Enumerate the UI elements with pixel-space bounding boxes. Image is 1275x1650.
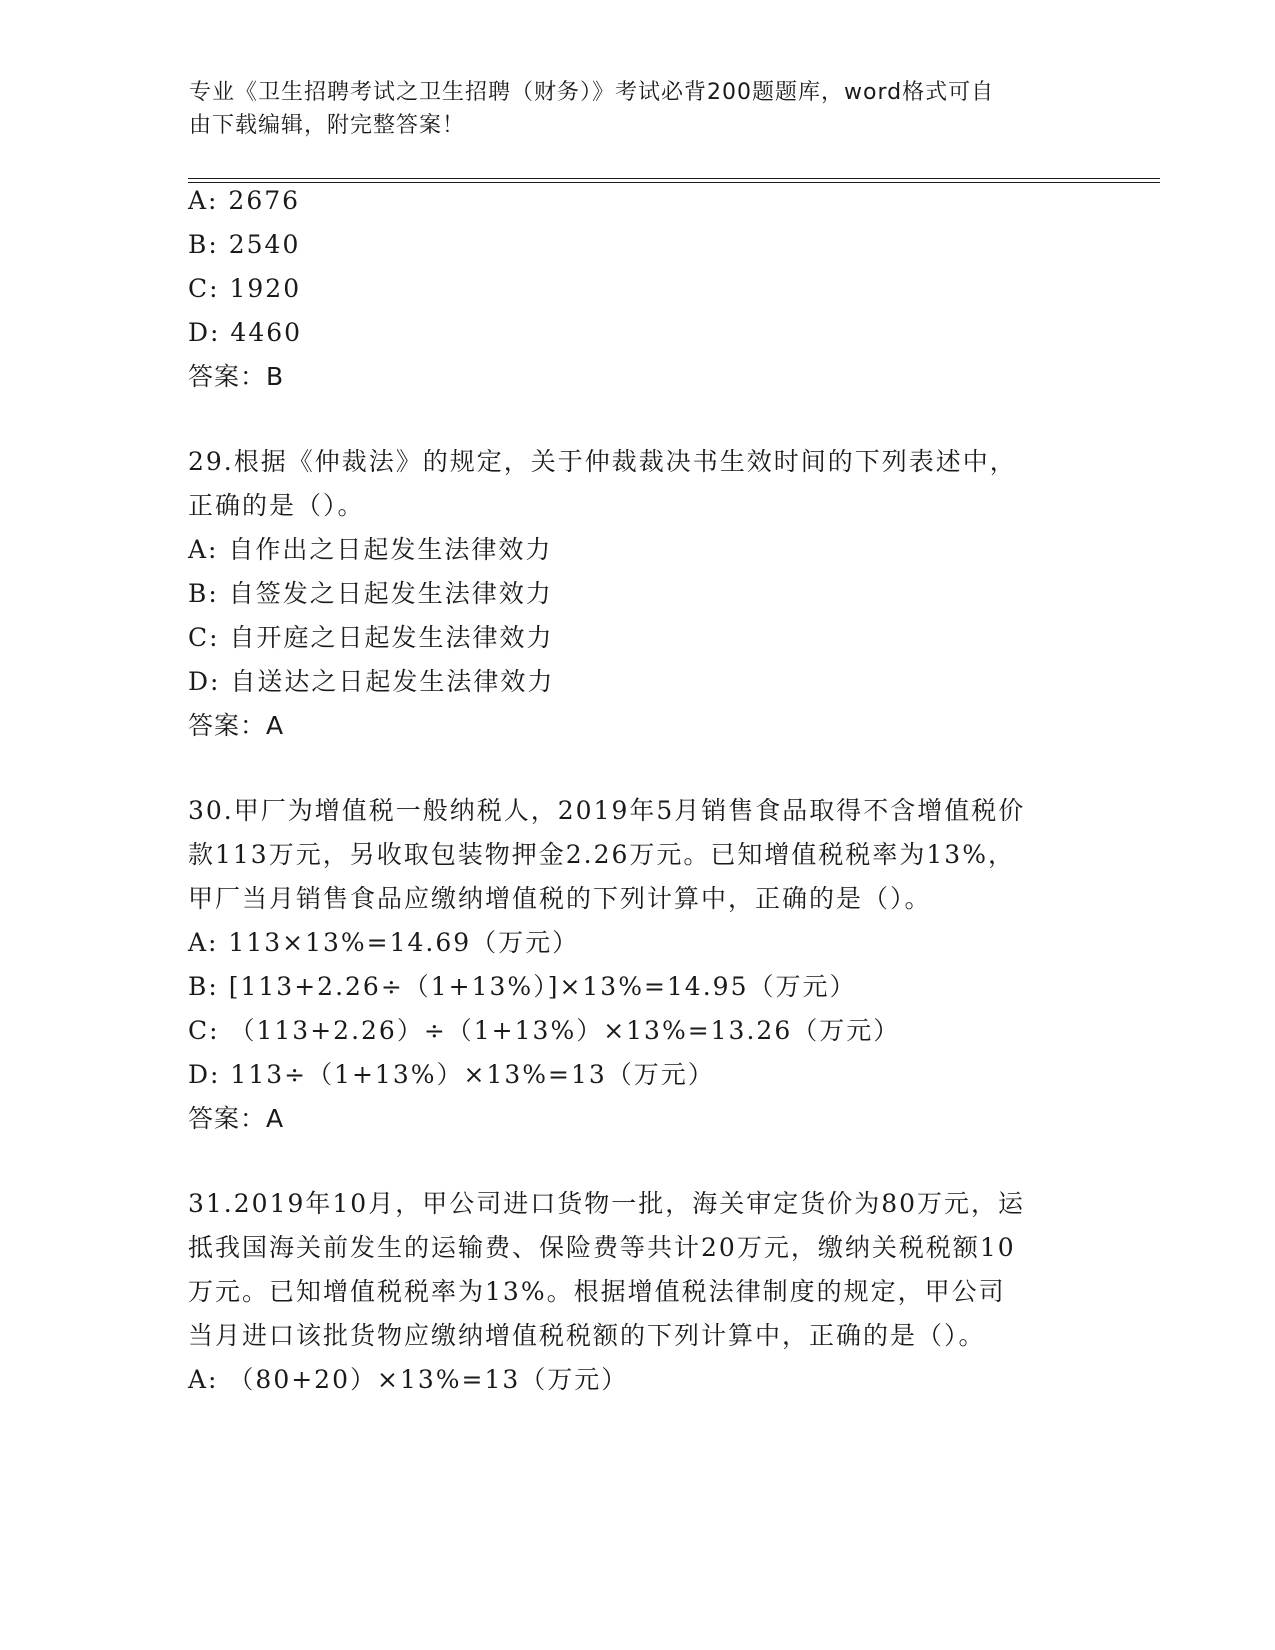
header-line-2: 由下载编辑，附完整答案！ — [189, 113, 466, 138]
q30-option-a: A: 113×13%=14.69（万元） — [188, 928, 580, 957]
q30-stem-line-3: 甲厂当月销售食品应缴纳增值税的下列计算中，正确的是（）。 — [188, 884, 932, 913]
q31-option-a: A: （80+20）×13%=13（万元） — [188, 1365, 629, 1394]
q29-option-b: B: 自签发之日起发生法律效力 — [188, 579, 553, 608]
prev-option-a: A: 2676 — [188, 186, 301, 215]
q29-option-d: D: 自送达之日起发生法律效力 — [188, 667, 555, 696]
header-divider-top — [188, 178, 1160, 179]
q29-stem-line-1: 29.根据《仲裁法》的规定，关于仲裁裁决书生效时间的下列表述中， — [188, 447, 1017, 476]
q29-stem-line-2: 正确的是（）。 — [188, 491, 365, 520]
prev-option-b: B: 2540 — [188, 230, 301, 259]
prev-answer: 答案：B — [188, 362, 285, 391]
q29-option-a: A: 自作出之日起发生法律效力 — [188, 535, 553, 564]
q29-answer: 答案：A — [188, 711, 285, 740]
q30-option-b: B: [113+2.26÷（1+13%）]×13%=14.95（万元） — [188, 972, 857, 1001]
q31-stem-line-2: 抵我国海关前发生的运输费、保险费等共计20万元，缴纳关税税额10 — [188, 1233, 1016, 1262]
q30-option-c: C: （113+2.26）÷（1+13%）×13%=13.26（万元） — [188, 1016, 901, 1045]
header-divider-bottom — [188, 182, 1160, 183]
prev-option-c: C: 1920 — [188, 274, 302, 303]
q31-stem-line-1: 31.2019年10月，甲公司进口货物一批，海关审定货价为80万元，运 — [188, 1189, 1026, 1218]
header-line-1: 专业《卫生招聘考试之卫生招聘（财务）》考试必背200题题库，word格式可自 — [189, 80, 995, 105]
q30-stem-line-1: 30.甲厂为增值税一般纳税人，2019年5月销售食品取得不含增值税价 — [188, 796, 1026, 825]
prev-option-d: D: 4460 — [188, 318, 303, 347]
q30-answer: 答案：A — [188, 1104, 285, 1133]
document-header — [189, 76, 1089, 142]
q30-stem-line-2: 款113万元，另收取包装物押金2.26万元。已知增值税税率为13%， — [188, 840, 1015, 869]
q29-option-c: C: 自开庭之日起发生法律效力 — [188, 623, 554, 652]
q30-option-d: D: 113÷（1+13%）×13%=13（万元） — [188, 1060, 715, 1089]
q31-stem-line-3: 万元。已知增值税税率为13%。根据增值税法律制度的规定，甲公司 — [188, 1277, 1006, 1306]
q31-stem-line-4: 当月进口该批货物应缴纳增值税税额的下列计算中，正确的是（）。 — [188, 1321, 986, 1350]
